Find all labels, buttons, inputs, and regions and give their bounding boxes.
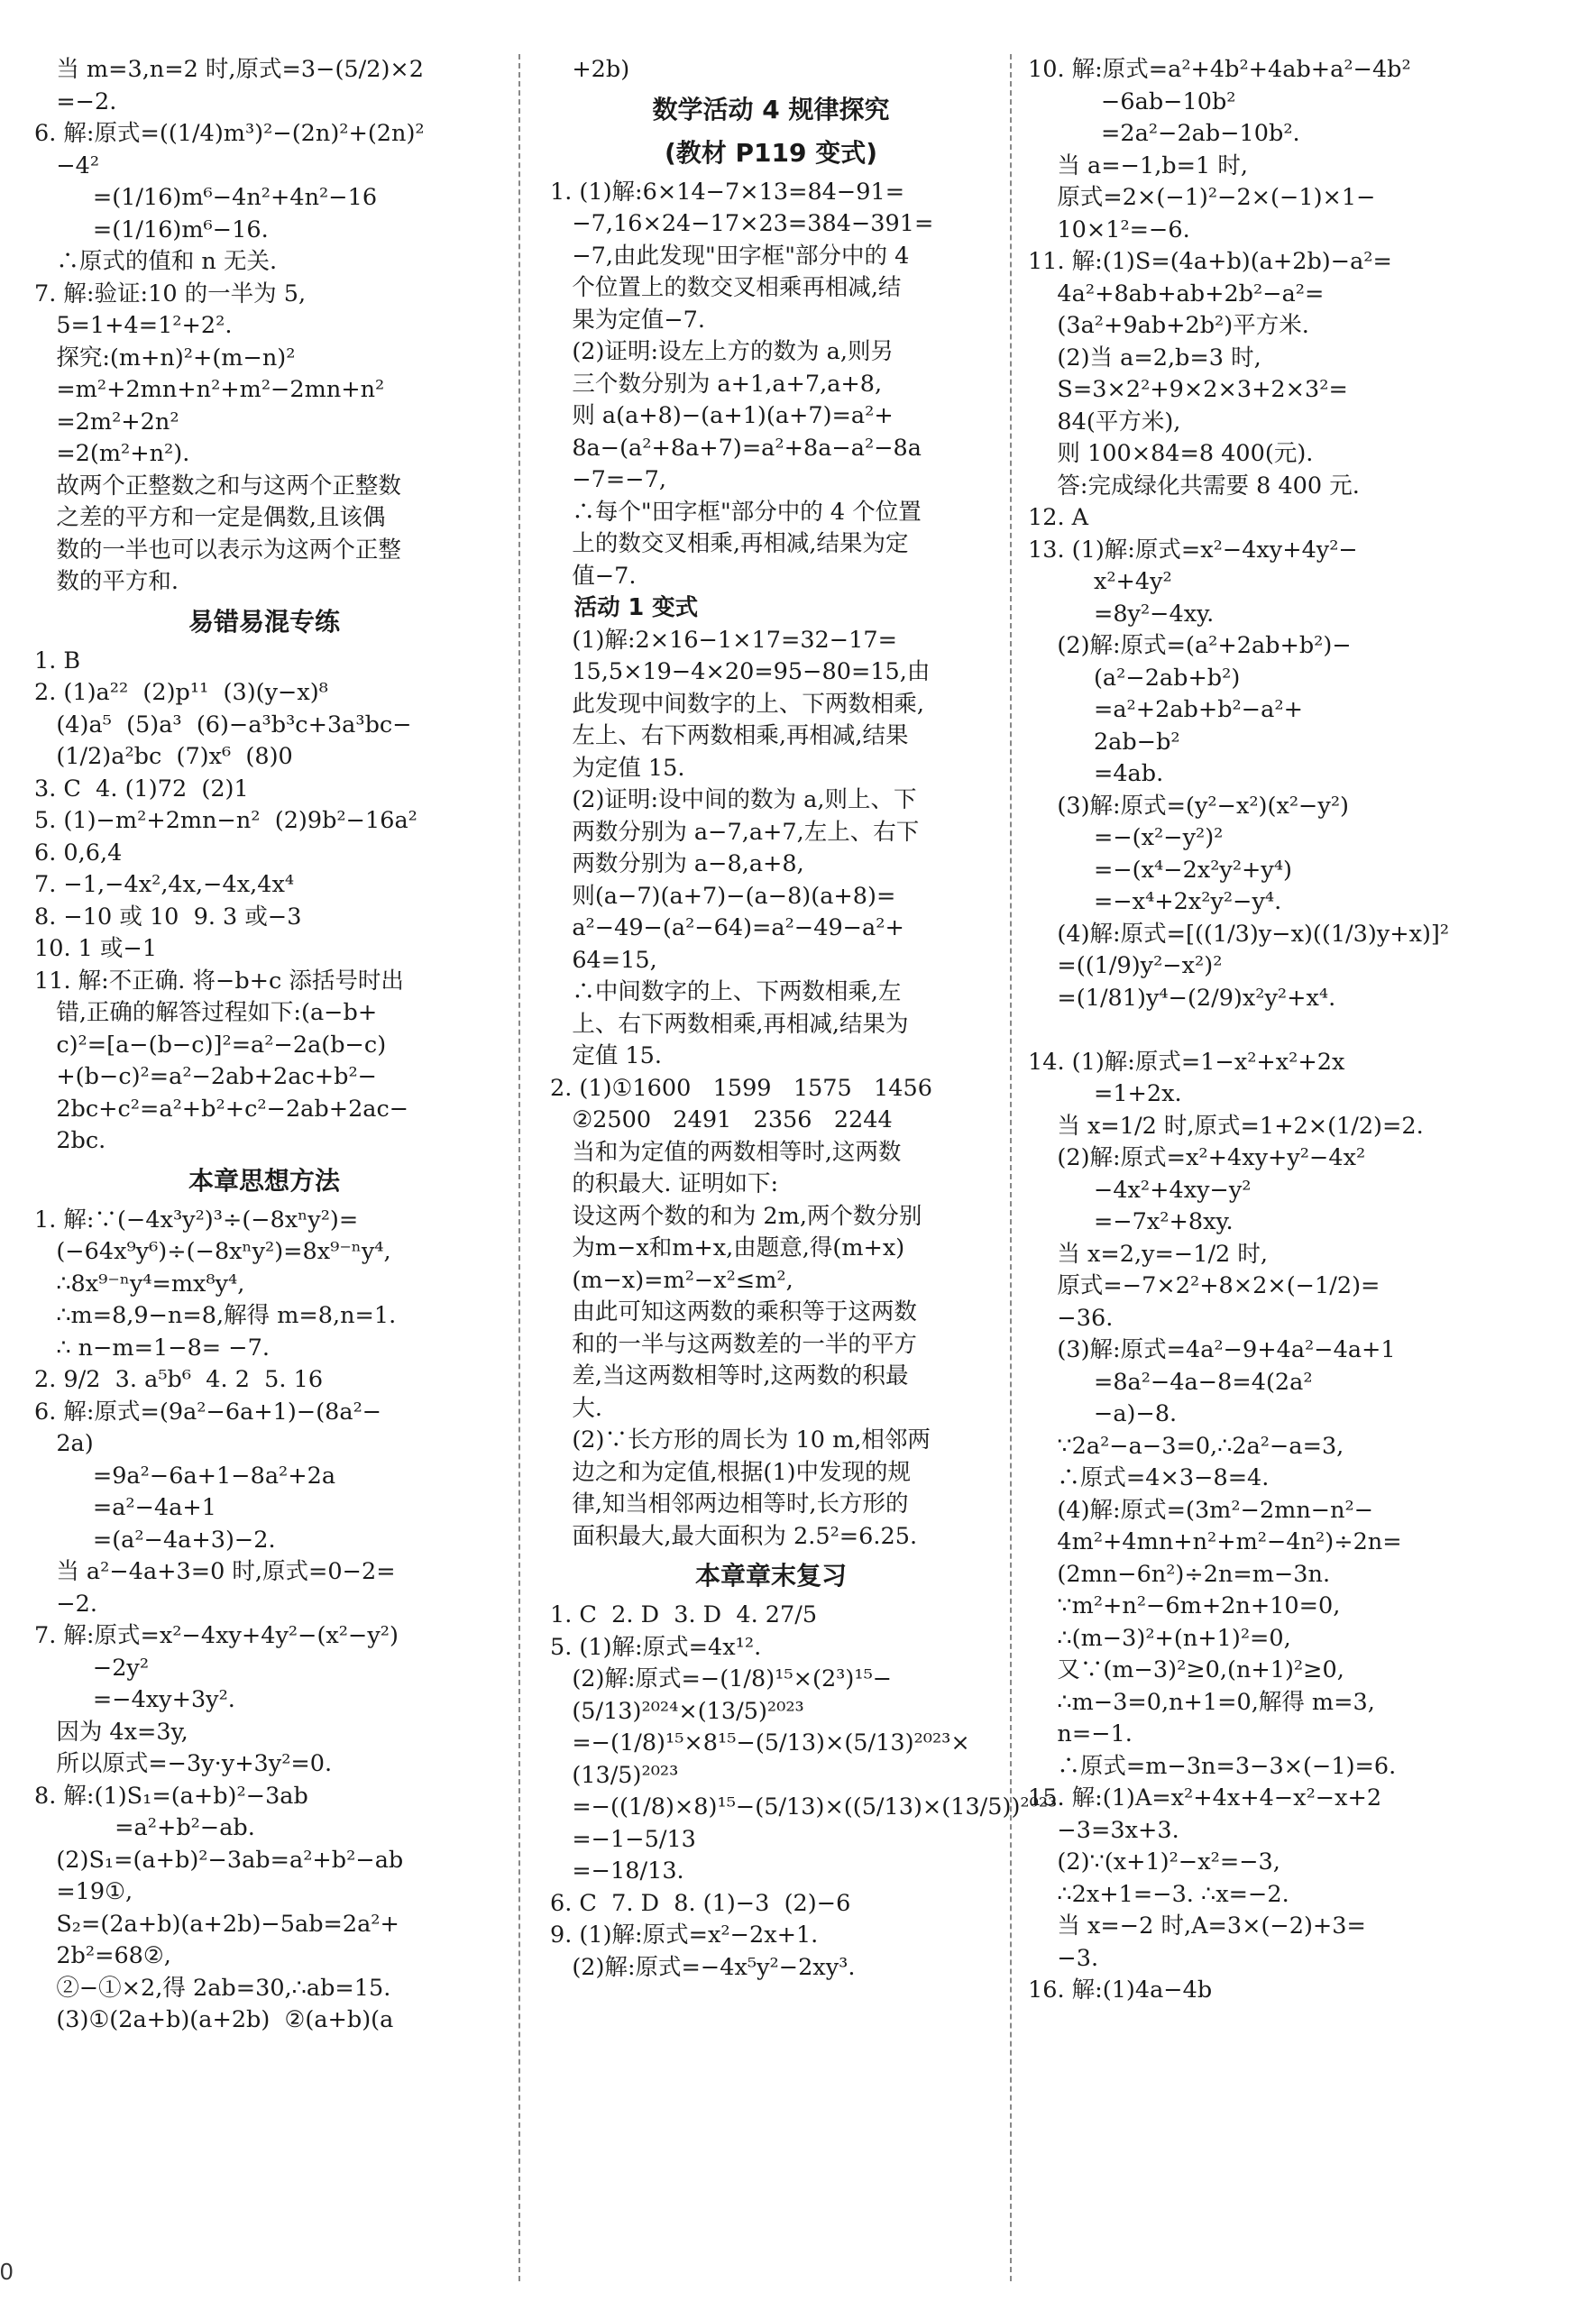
- answer-line: −2.: [34, 1590, 98, 1618]
- answer-line: =−((1/8)×8)¹⁵−(5/13)×((5/13)×(13/5))²⁰²³: [550, 1793, 1058, 1821]
- answer-line: 上、右下两数相乘,再相减,结果为: [550, 1010, 909, 1038]
- answer-line: (3)①(2a+b)(a+2b) ②(a+b)(a: [34, 2006, 394, 2033]
- answer-line: =(1/16)m⁶−4n²+4n²−16: [34, 184, 378, 211]
- answer-line: 14. (1)解:原式=1−x²+x²+2x: [1028, 1048, 1345, 1076]
- answer-line: ∴(m−3)²+(n+1)²=0,: [1028, 1624, 1291, 1652]
- answer-line: 7. 解:原式=x²−4xy+4y²−(x²−y²): [34, 1622, 399, 1649]
- answer-line: 大.: [550, 1394, 602, 1422]
- section-heading: 易错易混专练: [188, 606, 340, 637]
- answer-line: 当 x=−2 时,A=3×(−2)+3=: [1028, 1912, 1366, 1940]
- answer-line: 边之和为定值,根据(1)中发现的规: [550, 1458, 912, 1486]
- answer-line: ∴2x+1=−3. ∴x=−2.: [1028, 1880, 1289, 1908]
- answer-line: =(1/81)y⁴−(2/9)x²y²+x⁴.: [1028, 984, 1336, 1012]
- answer-line: 8a−(a²+8a+7)=a²+8a−a²−8a: [550, 434, 922, 462]
- answer-line: 原式=−7×2²+8×2×(−1/2)=: [1028, 1272, 1380, 1299]
- answer-line: 三个数分别为 a+1,a+7,a+8,: [550, 370, 883, 398]
- answer-line: 6. 解:原式=((1/4)m³)²−(2n)²+(2n)²: [34, 120, 425, 147]
- answer-line: (−64x⁹y⁶)÷(−8xⁿy²)=8x⁹⁻ⁿy⁴,: [34, 1238, 391, 1265]
- answer-line: (4)a⁵ (5)a³ (6)−a³b³c+3a³bc−: [34, 711, 412, 738]
- answer-line: 64=15,: [550, 946, 657, 974]
- answer-line: 故两个正整数之和与这两个正整数: [34, 472, 401, 500]
- answer-line: 当 x=1/2 时,原式=1+2×(1/2)=2.: [1028, 1112, 1424, 1140]
- answer-line: 两数分别为 a−8,a+8,: [550, 850, 804, 877]
- answer-line: (2)S₁=(a+b)²−3ab=a²+b²−ab: [34, 1846, 404, 1874]
- column-right: [1028, 54, 1569, 2281]
- answer-line: (2)当 a=2,b=3 时,: [1028, 344, 1261, 371]
- answer-line: =(a²−4a+3)−2.: [34, 1526, 276, 1554]
- answer-line: (13/5)²⁰²³: [550, 1761, 679, 1789]
- answer-line: 当 a²−4a+3=0 时,原式=0−2=: [34, 1558, 396, 1585]
- answer-line: +2b): [550, 56, 630, 83]
- answer-line: (2)解:原式=−4x⁵y²−2xy³.: [550, 1953, 856, 1981]
- answer-line: =2(m²+n²).: [34, 440, 190, 467]
- answer-line: ∴每个"田字框"部分中的 4 个位置: [550, 498, 922, 526]
- answer-line: ∵m²+n²−6m+2n+10=0,: [1028, 1592, 1341, 1619]
- answer-line: 和的一半与这两数差的一半的平方: [550, 1330, 917, 1358]
- section-heading: (教材 P119 变式): [664, 137, 878, 168]
- answer-line: =((1/9)y²−x²)²: [1028, 952, 1223, 979]
- answer-line: (5/13)²⁰²⁴×(13/5)²⁰²³: [550, 1697, 804, 1725]
- answer-line: 1. (1)解:6×14−7×13=84−91=: [550, 178, 905, 206]
- answer-line: 11. 解:不正确. 将−b+c 添括号时出: [34, 967, 404, 995]
- page-number: 0: [0, 2258, 14, 2285]
- answer-line: 差,当这两数相等时,这两数的积最: [550, 1362, 909, 1389]
- answer-line: =−(x⁴−2x²y²+y⁴): [1028, 856, 1293, 884]
- answer-line: 探究:(m+n)²+(m−n)²: [34, 344, 296, 371]
- answer-line: 由此可知这两数的乘积等于这两数: [550, 1298, 917, 1325]
- answer-line: 10×1²=−6.: [1028, 216, 1190, 243]
- answer-line: (3)解:原式=4a²−9+4a²−4a+1: [1028, 1336, 1396, 1363]
- answer-line: ∴原式=m−3n=3−3×(−1)=6.: [1028, 1752, 1397, 1780]
- answer-line: 16. 解:(1)4a−4b: [1028, 1976, 1213, 2004]
- answer-line: 1. C 2. D 3. D 4. 27/5: [550, 1601, 818, 1628]
- answer-line: 则 100×84=8 400(元).: [1028, 440, 1314, 467]
- answer-line: 2ab−b²: [1028, 728, 1180, 756]
- answer-line: a²−49−(a²−64)=a²−49−a²+: [550, 914, 904, 941]
- answer-line: (2)∵长方形的周长为 10 m,相邻两: [550, 1426, 931, 1454]
- answer-line: 8. 解:(1)S₁=(a+b)²−3ab: [34, 1782, 308, 1810]
- answer-line: 上的数交叉相乘,再相减,结果为定: [550, 530, 909, 557]
- section-heading: 数学活动 4 规律探究: [652, 94, 890, 124]
- answer-line: 当 m=3,n=2 时,原式=3−(5/2)×2: [34, 56, 425, 83]
- answer-line: 所以原式=−3y·y+3y²=0.: [34, 1750, 333, 1777]
- answer-line: 当 x=2,y=−1/2 时,: [1028, 1240, 1268, 1268]
- answer-line: 15. 解:(1)A=x²+4x+4−x²−x+2: [1028, 1784, 1382, 1811]
- answer-line: 12. A: [1028, 504, 1089, 531]
- answer-line: 之差的平方和一定是偶数,且该偶: [34, 504, 386, 531]
- answer-line: 6. C 7. D 8. (1)−3 (2)−6: [550, 1889, 851, 1917]
- answer-line: ∴8x⁹⁻ⁿy⁴=mx⁸y⁴,: [34, 1270, 245, 1298]
- answer-line: 为m−x和m+x,由题意,得(m+x): [550, 1234, 905, 1261]
- answer-line: (2)证明:设中间的数为 a,则上、下: [550, 786, 917, 813]
- answer-line: =−18/13.: [550, 1857, 684, 1885]
- answer-line: (m−x)=m²−x²≤m²,: [550, 1266, 793, 1294]
- answer-line: −7,由此发现"田字框"部分中的 4: [550, 242, 910, 270]
- answer-line: =−4xy+3y².: [34, 1686, 235, 1713]
- answer-line: 2. (1)a²² (2)p¹¹ (3)(y−x)⁸: [34, 679, 328, 706]
- answer-line: ∴中间数字的上、下两数相乘,左: [550, 978, 902, 1005]
- answer-line: =2a²−2ab−10b².: [1028, 120, 1300, 147]
- answer-line: =8y²−4xy.: [1028, 600, 1215, 628]
- answer-line: =m²+2mn+n²+m²−2mn+n²: [34, 376, 385, 403]
- answer-line: 13. (1)解:原式=x²−4xy+4y²−: [1028, 536, 1358, 564]
- column-left: [34, 54, 494, 2281]
- answer-line: ∴原式的值和 n 无关.: [34, 248, 278, 275]
- answer-line: ②2500 2491 2356 2244: [550, 1106, 893, 1133]
- answer-line: =9a²−6a+1−8a²+2a: [34, 1462, 336, 1490]
- answer-line: 5. (1)解:原式=4x¹².: [550, 1633, 762, 1661]
- answer-line: −36.: [1028, 1304, 1114, 1332]
- answer-line: =−x⁴+2x²y²−y⁴.: [1028, 888, 1282, 915]
- answer-line: −7=−7,: [550, 466, 666, 493]
- answer-line: 因为 4x=3y,: [34, 1718, 188, 1746]
- answer-line: =(1/16)m⁶−16.: [34, 216, 269, 243]
- answer-line: 2a): [34, 1430, 94, 1457]
- answer-line: (3a²+9ab+2b²)平方米.: [1028, 312, 1309, 339]
- answer-line: 2bc.: [34, 1127, 106, 1154]
- answer-line: 7. −1,−4x²,4x,−4x,4x⁴: [34, 871, 295, 898]
- answer-line: 错,正确的解答过程如下:(a−b+: [34, 999, 378, 1026]
- answer-line: 定值 15.: [550, 1042, 662, 1069]
- answer-line: 此发现中间数字的上、下两数相乘,: [550, 690, 924, 718]
- answer-line: 2. 9/2 3. a⁵b⁶ 4. 2 5. 16: [34, 1366, 324, 1393]
- answer-line: [1028, 1014, 1569, 1047]
- section-heading: 本章思想方法: [188, 1165, 340, 1196]
- answer-line: 果为定值−7.: [550, 306, 706, 334]
- answer-line: 答:完成绿化共需要 8 400 元.: [1028, 472, 1360, 500]
- answer-line: ∴m=8,9−n=8,解得 m=8,n=1.: [34, 1302, 397, 1329]
- answer-line: (1)解:2×16−1×17=32−17=: [550, 626, 897, 654]
- column-divider: [1010, 54, 1012, 2281]
- answer-line: (2)∵(x+1)²−x²=−3,: [1028, 1848, 1280, 1876]
- answer-line: ∴m−3=0,n+1=0,解得 m=3,: [1028, 1688, 1375, 1716]
- answer-line: =19①,: [34, 1878, 133, 1905]
- answer-line: 2. (1)①1600 1599 1575 1456: [550, 1074, 932, 1102]
- answer-line: −4x²+4xy−y²: [1028, 1176, 1252, 1204]
- answer-line: 左上、右下两数相乘,再相减,结果: [550, 722, 909, 749]
- answer-line: 2bc+c²=a²+b²+c²−2ab+2ac−: [34, 1095, 409, 1123]
- answer-line: (2mn−6n²)÷2n=m−3n.: [1028, 1560, 1331, 1588]
- answer-line: 7. 解:验证:10 的一半为 5,: [34, 280, 307, 307]
- answer-line: (2)证明:设左上方的数为 a,则另: [550, 338, 894, 365]
- answer-line: S=3×2²+9×2×3+2×3²=: [1028, 376, 1348, 403]
- answer-line: (1/2)a²bc (7)x⁶ (8)0: [34, 743, 293, 770]
- answer-line: +(b−c)²=a²−2ab+2ac+b²−: [34, 1063, 378, 1090]
- answer-line: 8. −10 或 10 9. 3 或−3: [34, 903, 302, 931]
- answer-line: (4)解:原式=(3m²−2mn−n²−: [1028, 1496, 1374, 1524]
- answer-line: 数的平方和.: [34, 568, 179, 595]
- answer-line: 为定值 15.: [550, 754, 685, 782]
- answer-line: −7,16×24−17×23=384−391=: [550, 210, 934, 237]
- answer-line: 10. 1 或−1: [34, 935, 158, 962]
- answer-line: 10. 解:原式=a²+4b²+4ab+a²−4b²: [1028, 56, 1411, 83]
- answer-line: 数的一半也可以表示为这两个正整: [34, 536, 401, 564]
- section-heading: 本章章末复习: [694, 1561, 847, 1591]
- answer-line: =8a²−4a−8=4(2a²: [1028, 1368, 1313, 1396]
- answer-line: −3=3x+3.: [1028, 1816, 1179, 1844]
- answer-line: −2y²: [34, 1654, 150, 1682]
- answer-line: =−(1/8)¹⁵×8¹⁵−(5/13)×(5/13)²⁰²³×: [550, 1729, 970, 1756]
- answer-line: ∵2a²−a−3=0,∴2a²−a=3,: [1028, 1432, 1344, 1460]
- answer-line: 的积最大. 证明如下:: [550, 1170, 779, 1197]
- answer-line: 6. 0,6,4: [34, 839, 123, 867]
- answer-line: 1. 解:∵(−4x³y²)³÷(−8xⁿy²)=: [34, 1206, 359, 1234]
- answer-line: =−7x²+8xy.: [1028, 1208, 1234, 1235]
- answer-line: 9. (1)解:原式=x²−2x+1.: [550, 1921, 819, 1949]
- answer-line: =−2.: [34, 87, 117, 115]
- answer-line: −4²: [34, 151, 100, 179]
- answer-line: −6ab−10b²: [1028, 87, 1236, 115]
- answer-line: (3)解:原式=(y²−x²)(x²−y²): [1028, 792, 1349, 820]
- answer-line: 3. C 4. (1)72 (2)1: [34, 775, 249, 802]
- answer-line: 当和为定值的两数相等时,这两数: [550, 1138, 902, 1166]
- column-divider: [518, 54, 520, 2281]
- answer-line: −3.: [1028, 1944, 1099, 1972]
- answer-line: n=−1.: [1028, 1720, 1133, 1747]
- answer-line: =−(x²−y²)²: [1028, 824, 1224, 851]
- answer-line: 5=1+4=1²+2².: [34, 312, 233, 339]
- answer-line: (4)解:原式=[((1/3)y−x)((1/3)y+x)]²: [1028, 920, 1450, 948]
- answer-line: 4a²+8ab+ab+2b²−a²=: [1028, 280, 1325, 307]
- answer-line: (2)解:原式=(a²+2ab+b²)−: [1028, 632, 1352, 659]
- answer-line: 5. (1)−m²+2mn−n² (2)9b²−16a²: [34, 807, 417, 834]
- answer-line: =2m²+2n²: [34, 408, 179, 436]
- answer-line: =a²+b²−ab.: [34, 1814, 255, 1841]
- answer-line: 又∵(m−3)²≥0,(n+1)²≥0,: [1028, 1656, 1344, 1683]
- answer-line: 则(a−7)(a+7)−(a−8)(a+8)=: [550, 882, 896, 910]
- answer-line: ②−①×2,得 2ab=30,∴ab=15.: [34, 1974, 391, 2002]
- answer-line: (a²−2ab+b²): [1028, 664, 1241, 692]
- subsection-heading: 活动 1 变式: [550, 594, 699, 621]
- answer-line: =a²−4a+1: [34, 1494, 217, 1521]
- answer-line: −a)−8.: [1028, 1400, 1178, 1427]
- answer-line: =4ab.: [1028, 760, 1164, 787]
- answer-line: 律,知当相邻两边相等时,长方形的: [550, 1490, 909, 1518]
- answer-line: =a²+2ab+b²−a²+: [1028, 696, 1303, 723]
- answer-line: c)²=[a−(b−c)]²=a²−2a(b−c): [34, 1031, 387, 1059]
- answer-line: =−1−5/13: [550, 1825, 696, 1853]
- answer-line: 当 a=−1,b=1 时,: [1028, 151, 1248, 179]
- answer-line: (2)解:原式=−(1/8)¹⁵×(2³)¹⁵−: [550, 1665, 893, 1692]
- answer-line: ∴ n−m=1−8= −7.: [34, 1334, 270, 1362]
- answer-line: 个位置上的数交叉相乘再相减,结: [550, 274, 902, 301]
- answer-line: 2b²=68②,: [34, 1942, 171, 1969]
- answer-line: S₂=(2a+b)(a+2b)−5ab=2a²+: [34, 1910, 399, 1938]
- answer-line: =1+2x.: [1028, 1080, 1182, 1107]
- answer-line: 值−7.: [550, 562, 637, 590]
- answer-line: 两数分别为 a−7,a+7,左上、右下: [550, 818, 920, 846]
- answer-line: ∴原式=4×3−8=4.: [1028, 1464, 1270, 1491]
- answer-line: 面积最大,最大面积为 2.5²=6.25.: [550, 1522, 918, 1550]
- answer-line: 则 a(a+8)−(a+1)(a+7)=a²+: [550, 402, 894, 429]
- answer-line: 15,5×19−4×20=95−80=15,由: [550, 658, 931, 685]
- answer-line: 设这两个数的和为 2m,两个数分别: [550, 1202, 922, 1230]
- answer-line: 1. B: [34, 647, 81, 674]
- answer-line: 84(平方米),: [1028, 408, 1181, 436]
- answer-line: 原式=2×(−1)²−2×(−1)×1−: [1028, 184, 1376, 211]
- column-middle: [550, 54, 1058, 2281]
- answer-line: 6. 解:原式=(9a²−6a+1)−(8a²−: [34, 1398, 382, 1426]
- answer-line: 11. 解:(1)S=(4a+b)(a+2b)−a²=: [1028, 248, 1392, 275]
- answer-line: 4m²+4mn+n²+m²−4n²)÷2n=: [1028, 1528, 1402, 1555]
- answer-line: x²+4y²: [1028, 568, 1172, 595]
- answer-line: (2)解:原式=x²+4xy+y²−4x²: [1028, 1144, 1366, 1171]
